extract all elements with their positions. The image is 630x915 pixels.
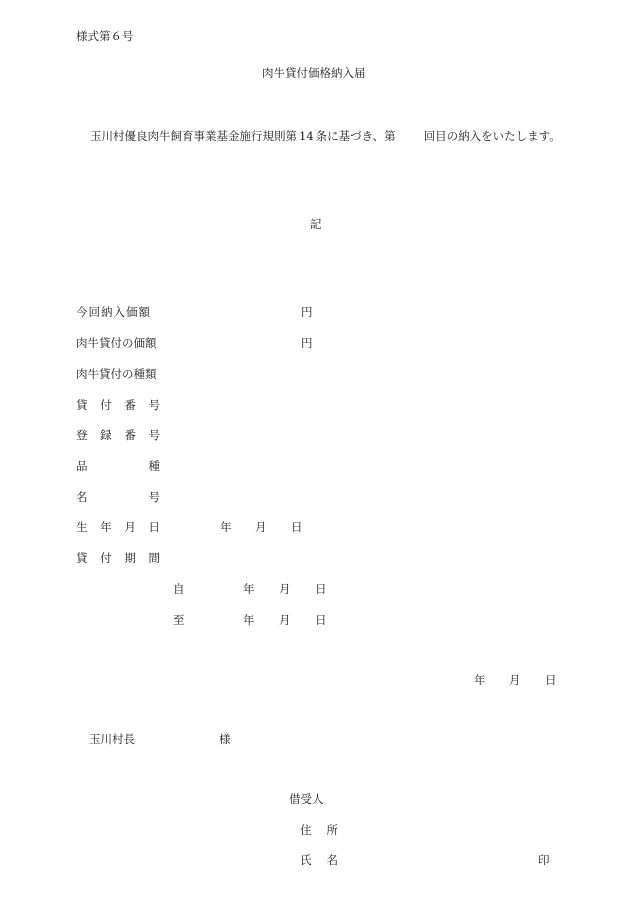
label-char: 号 (148, 428, 160, 442)
period-to-day-unit: 日 (315, 613, 327, 627)
loan-number-label (76, 400, 160, 412)
intro-sentence (90, 131, 561, 143)
label-char: 住 (300, 823, 312, 837)
ki-mark: 記 (310, 217, 322, 231)
label-char: 付 (100, 551, 112, 565)
label-char: 番 (124, 398, 136, 412)
payment-amount-unit: 円 (301, 305, 313, 319)
label-char: 録 (100, 428, 112, 442)
label-char: 所 (326, 823, 338, 837)
label-char: 年 (100, 520, 112, 534)
label-char: 番 (124, 428, 136, 442)
label-char: 付 (100, 398, 112, 412)
loan-price-label: 肉牛貸付の価額 (76, 336, 157, 350)
label-char: 名 (326, 853, 338, 867)
borrower-title: 借受人 (289, 792, 324, 806)
label-char: 貸 (76, 398, 88, 412)
label-char: 間 (148, 551, 160, 565)
loan-price-unit: 円 (301, 336, 313, 350)
label-char: 氏 (300, 853, 312, 867)
label-char: 種 (148, 459, 160, 473)
loan-period-label (76, 553, 160, 565)
period-from-year-unit: 年 (243, 582, 255, 596)
period-from-label: 自 (173, 582, 185, 596)
loan-type-label: 肉牛貸付の種類 (76, 367, 157, 381)
period-to-month-unit: 月 (279, 613, 291, 627)
period-from-day-unit: 日 (315, 582, 327, 596)
birth-month-unit: 月 (255, 520, 267, 534)
label-char: 生 (76, 520, 88, 534)
birth-year-unit: 年 (220, 520, 232, 534)
label-char: 期 (124, 551, 136, 565)
registration-number-label (76, 430, 160, 442)
label-char: 月 (124, 520, 136, 534)
label-char: 品 (76, 459, 88, 473)
birth-date-label (76, 522, 160, 534)
submission-year-unit: 年 (474, 673, 486, 687)
addressee-name: 玉川村長 (89, 732, 135, 746)
borrower-address-label (300, 825, 338, 837)
label-char: 号 (148, 398, 160, 412)
submission-month-unit: 月 (509, 673, 521, 687)
addressee-honorific: 様 (219, 732, 231, 746)
name-label (76, 492, 160, 504)
seal-mark: 印 (538, 853, 550, 867)
borrower-name-label (300, 855, 338, 867)
submission-day-unit: 日 (545, 673, 557, 687)
birth-day-unit: 日 (291, 520, 303, 534)
label-char: 名 (76, 490, 88, 504)
document-title: 肉牛貸付価格納入届 (262, 66, 366, 80)
intro-article-number: 14 (299, 129, 314, 143)
payment-amount-label: 今回納入価額 (76, 305, 151, 319)
breed-label (76, 461, 160, 473)
period-from-month-unit: 月 (279, 582, 291, 596)
intro-prefix: 玉川村優良肉牛飼育事業基金施行規則第 (90, 129, 297, 143)
intro-tail: 回目の納入をいたします。 (423, 129, 561, 143)
form-number: 様式第６号 (76, 29, 134, 43)
label-char: 登 (76, 428, 88, 442)
period-to-label: 至 (173, 613, 185, 627)
label-char: 日 (148, 520, 160, 534)
label-char: 貸 (76, 551, 88, 565)
period-to-year-unit: 年 (243, 613, 255, 627)
label-char: 号 (148, 490, 160, 504)
intro-suffix: 条に基づき、第 (315, 129, 396, 143)
